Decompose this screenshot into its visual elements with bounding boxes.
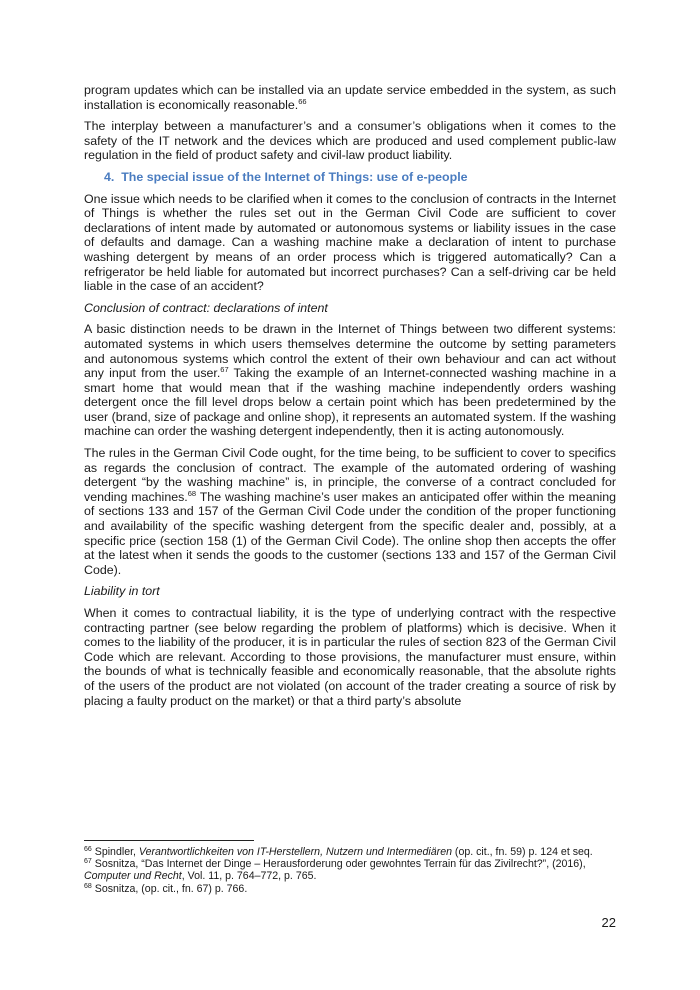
footnote: $^{66}$ Spindler, Verantwortlichkeiten von IT-Herstellern, Nutzern und Intermediären (op. cit., fn. 59) p. 124 et seq. — [84, 846, 593, 858]
subheading: Liability in tort — [84, 584, 160, 599]
page-number: 22 — [601, 915, 616, 930]
section-heading: 4. The special issue of the Internet of Things: use of e-people — [104, 169, 468, 184]
paragraph: One issue which needs to be clarified when it comes to the conclusion of contracts in the Internet of Things is whether the rules set out in the German Civil Code are sufficient to cover declarations of intent made by automated or autonomous systems or liability issues in the case of defaults and damage. Can a washing machine make a declaration of intent to purchase washing detergent by means of an order process which is triggered automatically? Can a refrigerator be held liable for automated but incorrect purchases? Can a self-driving car be held liable in the case of an accident? — [84, 191, 616, 294]
footnote-ref[interactable]: 67 — [220, 365, 229, 375]
footnote-ref[interactable]: 68 — [187, 488, 197, 498]
paragraph: When it comes to contractual liability, it is the type of underlying contract with the respective contracting partner (see below regarding the problem of platforms) which is decisive. When it comes to the liability of the producer, it is in particular the rules of section 823 of the German Civil Code which are relevant. According to those provisions, the manufacturer must ensure, within the bounds of what is technically feasible and economically reasonable, that the absolute rights of the users of the product are not violated (on account of the trader creating a source of risk by placing a faulty product on the market) or that a third party’s absolute — [84, 606, 616, 708]
footnote: $^{68}$ Sosnitza, (op. cit., fn. 67) p. 766. — [84, 882, 248, 895]
subheading: Conclusion of contract: declarations of intent — [84, 300, 328, 315]
paragraph: The interplay between a manufacturer’s and a consumer’s obligations when it comes to the safety of the IT network and the devices which are produced and used complement public-law regulation in the field of product safety and civil-law product liability. — [84, 119, 616, 163]
paragraph: A basic distinction needs to be drawn in the Internet of Things between two different systems: automated systems in which users themselves determine the outcome by setting parameters and autonomous systems which control the extent of their own behaviour and can act without any input from the user.$^{67}$ Taking the example of an Internet-connected washing machine in a smart home that would mean that if the washing machine independently orders washing detergent once the fill level drops below a certain point which has been predetermined by the user (brand, size of package and online shop), it represents an automated system. If the washing machine can order the washing detergent independently, then it is acting autonomously. — [84, 322, 616, 439]
footnotes — [84, 846, 616, 895]
footnote: $^{67}$ Sosnitza, “Das Internet der Dinge – Herausforderung oder gewohntes Terrain für das Zivilrecht?”, (2016), Computer und Recht, Vol. 11, p. 764–772, p. 765. — [84, 858, 586, 883]
footnote-ref[interactable]: 66 — [298, 96, 307, 106]
body-text — [84, 83, 616, 715]
paragraph: The rules in the German Civil Code ought, for the time being, to be sufficient to cover to specifics as regards the conclusion of contract. The example of the automated ordering of washing detergent “by the washing machine” is, in principle, the converse of a contract concluded for vending machines.$^{68}$ The washing machine’s user makes an anticipated offer within the meaning of sections 133 and 157 of the German Civil Code under the condition of the proper functioning and availability of the specific washing detergent from the specific dealer and, possibly, at a specific price (section 158 (1) of the German Civil Code). The online shop then accepts the offer at the latest when it sends the goods to the customer (sections 133 and 157 of the German Civil Code). — [84, 446, 617, 577]
footnote-divider — [84, 840, 254, 841]
paragraph: program updates which can be installed via an update service embedded in the system, as such installation is economically reasonable.$^{66}$ — [84, 83, 616, 112]
